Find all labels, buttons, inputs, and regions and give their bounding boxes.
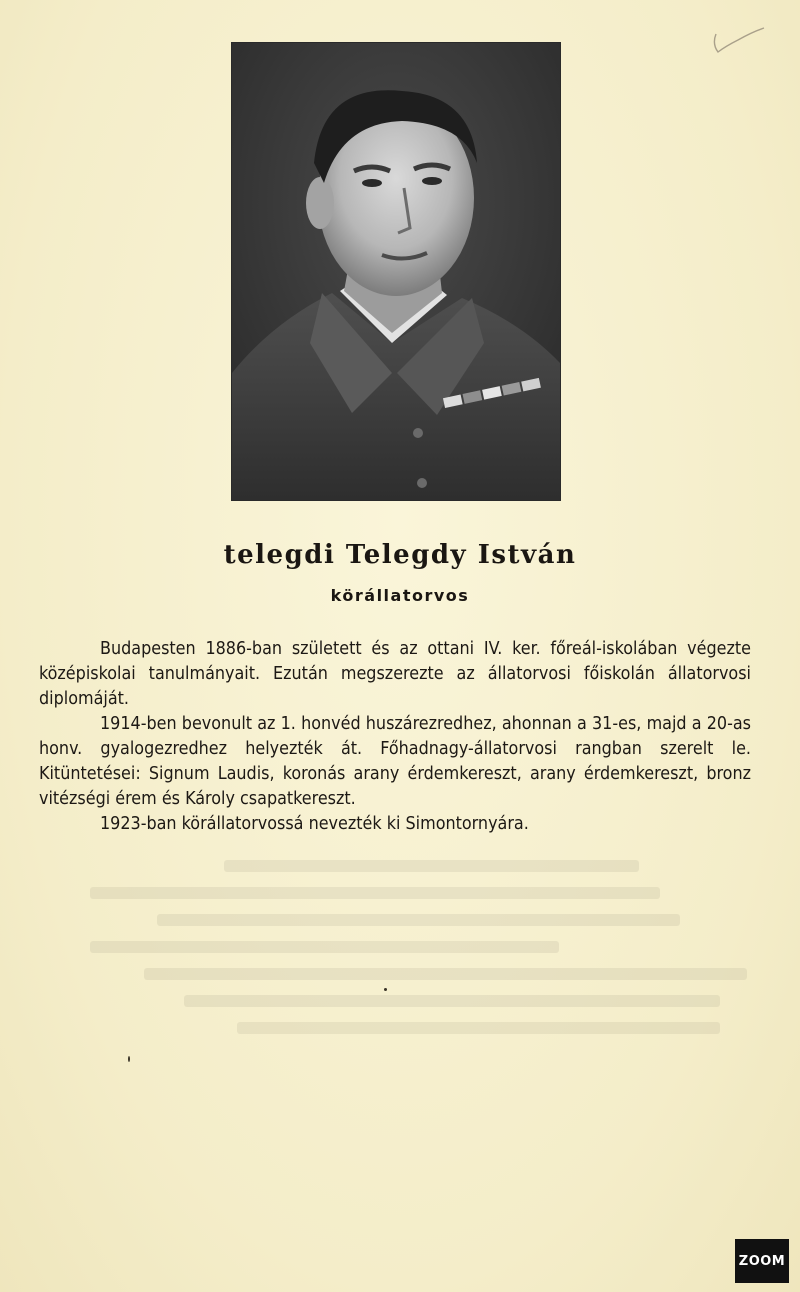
person-title: körállatorvos bbox=[330, 586, 470, 605]
pencil-checkmark bbox=[708, 22, 768, 62]
zoom-logo: ZOOM bbox=[735, 1239, 789, 1283]
biography-paragraph: 1923-ban körállatorvossá nevezték ki Simontornyára. bbox=[100, 813, 529, 834]
biography-paragraph: Budapesten 1886-ban született és az ottani IV. ker. főreál-iskolában végezte középiskolai tanulmányait. Ezután megszerezte az állatorvosi főiskolán állatorvosi diplomáját. bbox=[39, 638, 751, 709]
person-name-heading: telegdi Telegdy István bbox=[223, 540, 577, 570]
biography-paragraph: 1914-ben bevonult az 1. honvéd huszárezredhez, ahonnan a 31-es, majd a 20-as honv. gyalogezredhez helyezték át. Főhadnagy-állatorvosi rangban szerelt le. Kitüntetései: Signum Laudis, koronás arany érdemkereszt, arany érdemkereszt, bronz vitézségi érem és Károly csapatkereszt. bbox=[39, 713, 751, 809]
portrait-photo bbox=[232, 43, 560, 500]
paper-speck bbox=[128, 1056, 130, 1062]
show-through-text bbox=[90, 845, 760, 1085]
biography-text bbox=[39, 636, 751, 836]
paper-speck bbox=[384, 988, 387, 991]
